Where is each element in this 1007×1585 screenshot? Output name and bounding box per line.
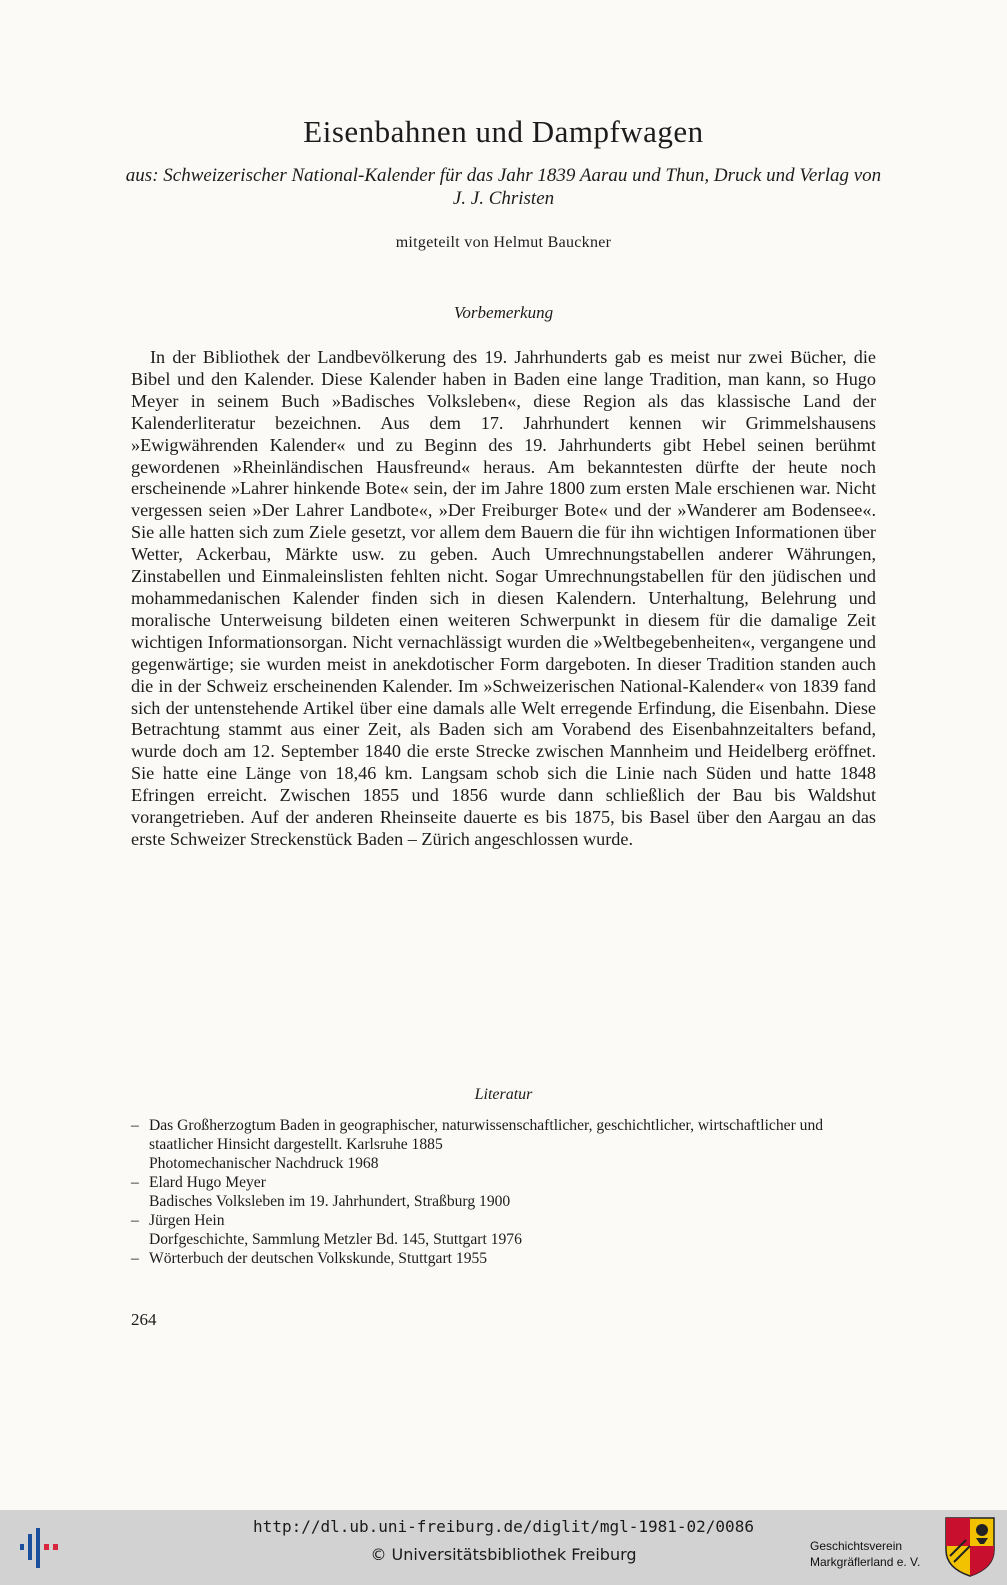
literature-line: Dorfgeschichte, Sammlung Metzler Bd. 145, Stuttgart 1976 xyxy=(149,1231,522,1248)
preliminary-heading: Vorbemerkung xyxy=(453,303,554,322)
society-line-1: Geschichtsverein xyxy=(810,1539,903,1553)
society-line-2: Markgräflerland e. V. xyxy=(810,1555,921,1569)
literature-heading: Literatur xyxy=(474,1086,533,1103)
literature-line: Das Großherzogtum Baden in geographischer, naturwissenschaftlicher, geschichtlicher, wirtschaftlicher und staatlicher Hinsicht dargestellt. Karlsruhe 1885 xyxy=(149,1117,824,1153)
literature-line: Jürgen Hein xyxy=(149,1212,225,1229)
coat-of-arms-icon xyxy=(944,1516,996,1578)
literature-line: Photomechanischer Nachdruck 1968 xyxy=(149,1155,379,1172)
article-title: Eisenbahnen und Dampfwagen xyxy=(303,114,704,149)
document-url-link[interactable]: http://dl.ub.uni-freiburg.de/diglit/mgl-1981-02/0086 xyxy=(253,1517,754,1536)
literature-line: Wörterbuch der deutschen Volkskunde, Stuttgart 1955 xyxy=(149,1250,488,1267)
list-dash: – xyxy=(131,1117,139,1134)
page-number: 264 xyxy=(131,1310,157,1329)
list-dash: – xyxy=(131,1212,139,1229)
society-name xyxy=(810,1538,920,1570)
footer-bar xyxy=(0,1510,1007,1585)
literature-item xyxy=(131,1249,876,1268)
list-dash: – xyxy=(131,1174,139,1191)
article-byline: mitgeteilt von Helmut Bauckner xyxy=(395,234,612,251)
article-subtitle: aus: Schweizerischer National-Kalender für das Jahr 1839 Aarau und Thun, Druck und Verlag von J. J. Christen xyxy=(125,165,882,209)
literature-item xyxy=(131,1173,876,1211)
literature-item xyxy=(131,1116,876,1173)
body-text: In der Bibliothek der Landbevölkerung des 19. Jahrhunderts gab es meist nur zwei Bücher, die Bibel und den Kalender. Diese Kalender haben in Baden eine lange Tradition, man kann, so Hugo Meyer in seinem Buch »Badisches Volksleben«, diese Region als das klassische Land der Kalenderliteratur bezeichnen. Aus dem 17. Jahrhundert kennen wir Grimmelshausens »Ewigwährenden Kalender« und zu Beginn des 19. Jahrhunderts gibt Hebel seinen berühmt gewordenen »Rheinländischen Hausfreund« heraus. Am bekanntesten dürfte der heute noch erscheinende »Lahrer hinkende Bote« sein, der im Jahre 1800 zum ersten Male erschienen war. Nicht vergessen seien »Der Lahrer Landbote«, »Der Freiburger Bote« und der »Wanderer am Bodensee«. Sie alle hatten sich zum Ziele gesetzt, vor allem dem Bauern die für ihn wichtigen Informationen über Wetter, Ackerbau, Märkte usw. zu geben. Auch Umrechnungstabellen anderer Währungen, Zinstabellen und Einmaleinslisten fehlten nicht. Sogar Umrechnungstabellen für den jüdischen und mohammedanischen Kalender finden sich in diesen Kalendern. Unterhaltung, Belehrung und moralische Unterweisung bildeten einen weiteren Schwerpunkt in diesem für die damalige Zeit wichtigen Informationsorgan. Nicht vernachlässigt wurden die »Weltbegebenheiten«, vergangene und gegenwärtige; sie wurden meist in anekdotischer Form dargeboten. In dieser Tradition standen auch die in der Schweiz erscheinenden Kalender. Im »Schweizerischen National-Kalender« von 1839 fand sich der untenstehende Artikel über eine damals alle Welt erregende Erfindung, die Eisenbahn. Diese Betrachtung stammt aus einer Zeit, als Baden sich am Vorabend des Eisenbahnzeitalters befand, wurde doch am 12. September 1840 die erste Strecke zwischen Mannheim und Heidelberg eröffnet. Sie hatte eine Länge von 18,46 km. Langsam schob sich die Linie nach Süden und hatte 1848 Efringen erreicht. Zwischen 1855 und 1856 wurde dann schließlich der Bau bis Waldshut vorangetrieben. Auf der anderen Rheinseite dauerte es bis 1875, bis Basel über den Aargau an das erste Schweizer Streckenstück Baden – Zürich angeschlossen wurde. xyxy=(131,347,876,849)
list-dash: – xyxy=(131,1250,139,1267)
body-paragraph xyxy=(131,347,876,851)
literature-line: Elard Hugo Meyer xyxy=(149,1174,266,1191)
literature-item xyxy=(131,1211,876,1249)
literature-line: Badisches Volksleben im 19. Jahrhundert, Straßburg 1900 xyxy=(149,1193,511,1210)
copyright-text: © Universitätsbibliothek Freiburg xyxy=(370,1545,637,1564)
literature-list xyxy=(131,1116,876,1268)
